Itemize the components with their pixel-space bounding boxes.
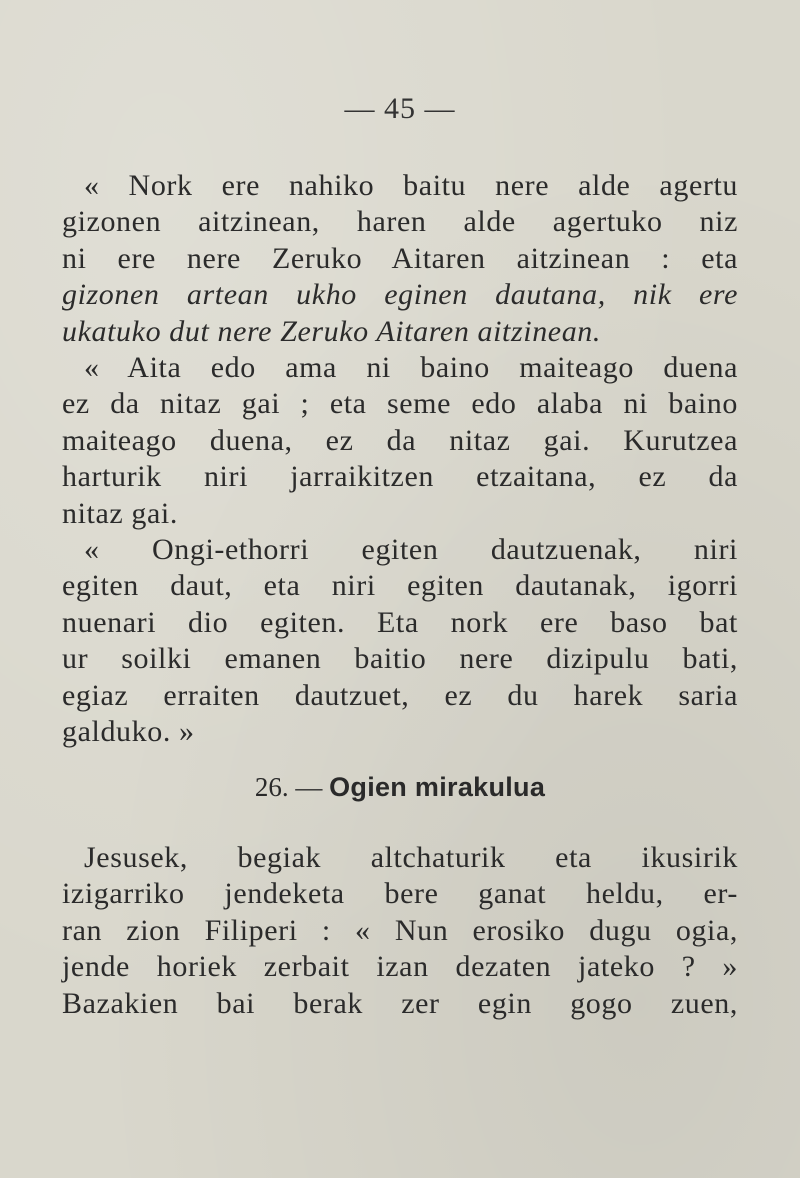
text-line: ran zion Filiperi : « Nun erosiko dugu ogia,	[62, 913, 738, 947]
text-line: « Aita edo ama ni baino maiteago duena	[84, 351, 738, 385]
text-line: galduko. »	[62, 715, 195, 749]
text-line: egiten daut, eta niri egiten dautanak, igorri	[62, 569, 738, 603]
section-number: 26.	[254, 772, 289, 802]
section-separator: —	[288, 772, 330, 802]
text-line: nuenari dio egiten. Eta nork ere baso bat	[62, 605, 738, 639]
text-line: izigarriko jendeketa bere ganat heldu, er-	[62, 877, 738, 911]
text-line: Bazakien bai berak zer egin gogo zuen,	[62, 986, 738, 1020]
text-line: « Nork ere nahiko baitu nere alde agertu	[84, 169, 738, 202]
text-line-italic: ukatuko dut nere Zeruko Aitaren aitzinean.	[62, 314, 602, 348]
text-line: jende horiek zerbait izan dezaten jateko ? »	[62, 950, 738, 984]
section-text-block	[62, 840, 738, 1022]
text-line: ur soilki emanen baitio nere dizipulu bati,	[62, 642, 738, 676]
section-heading	[0, 772, 800, 803]
text-line: Jesusek, begiak altchaturik eta ikusirik	[84, 841, 738, 874]
text-line: ni ere nere Zeruko Aitaren aitzinean : eta	[62, 241, 738, 275]
text-line: harturik niri jarraikitzen etzaitana, ez da	[62, 460, 738, 494]
text-line: egiaz erraiten dautzuet, ez du harek saria	[62, 678, 738, 712]
text-line: nitaz gai.	[62, 496, 178, 530]
main-text-block	[62, 168, 738, 751]
section-title: Ogien mirakulua	[329, 772, 546, 802]
text-line: ez da nitaz gai ; eta seme edo alaba ni baino	[62, 387, 738, 421]
text-line: gizonen aitzinean, haren alde agertuko niz	[62, 205, 738, 239]
page-number: — 45 —	[344, 92, 456, 125]
text-line: maiteago duena, ez da nitaz gai. Kurutzea	[62, 423, 738, 457]
text-line-italic: gizonen artean ukho eginen dautana, nik ere	[62, 278, 738, 312]
text-line: « Ongi-ethorri egiten dautzuenak, niri	[84, 533, 738, 567]
